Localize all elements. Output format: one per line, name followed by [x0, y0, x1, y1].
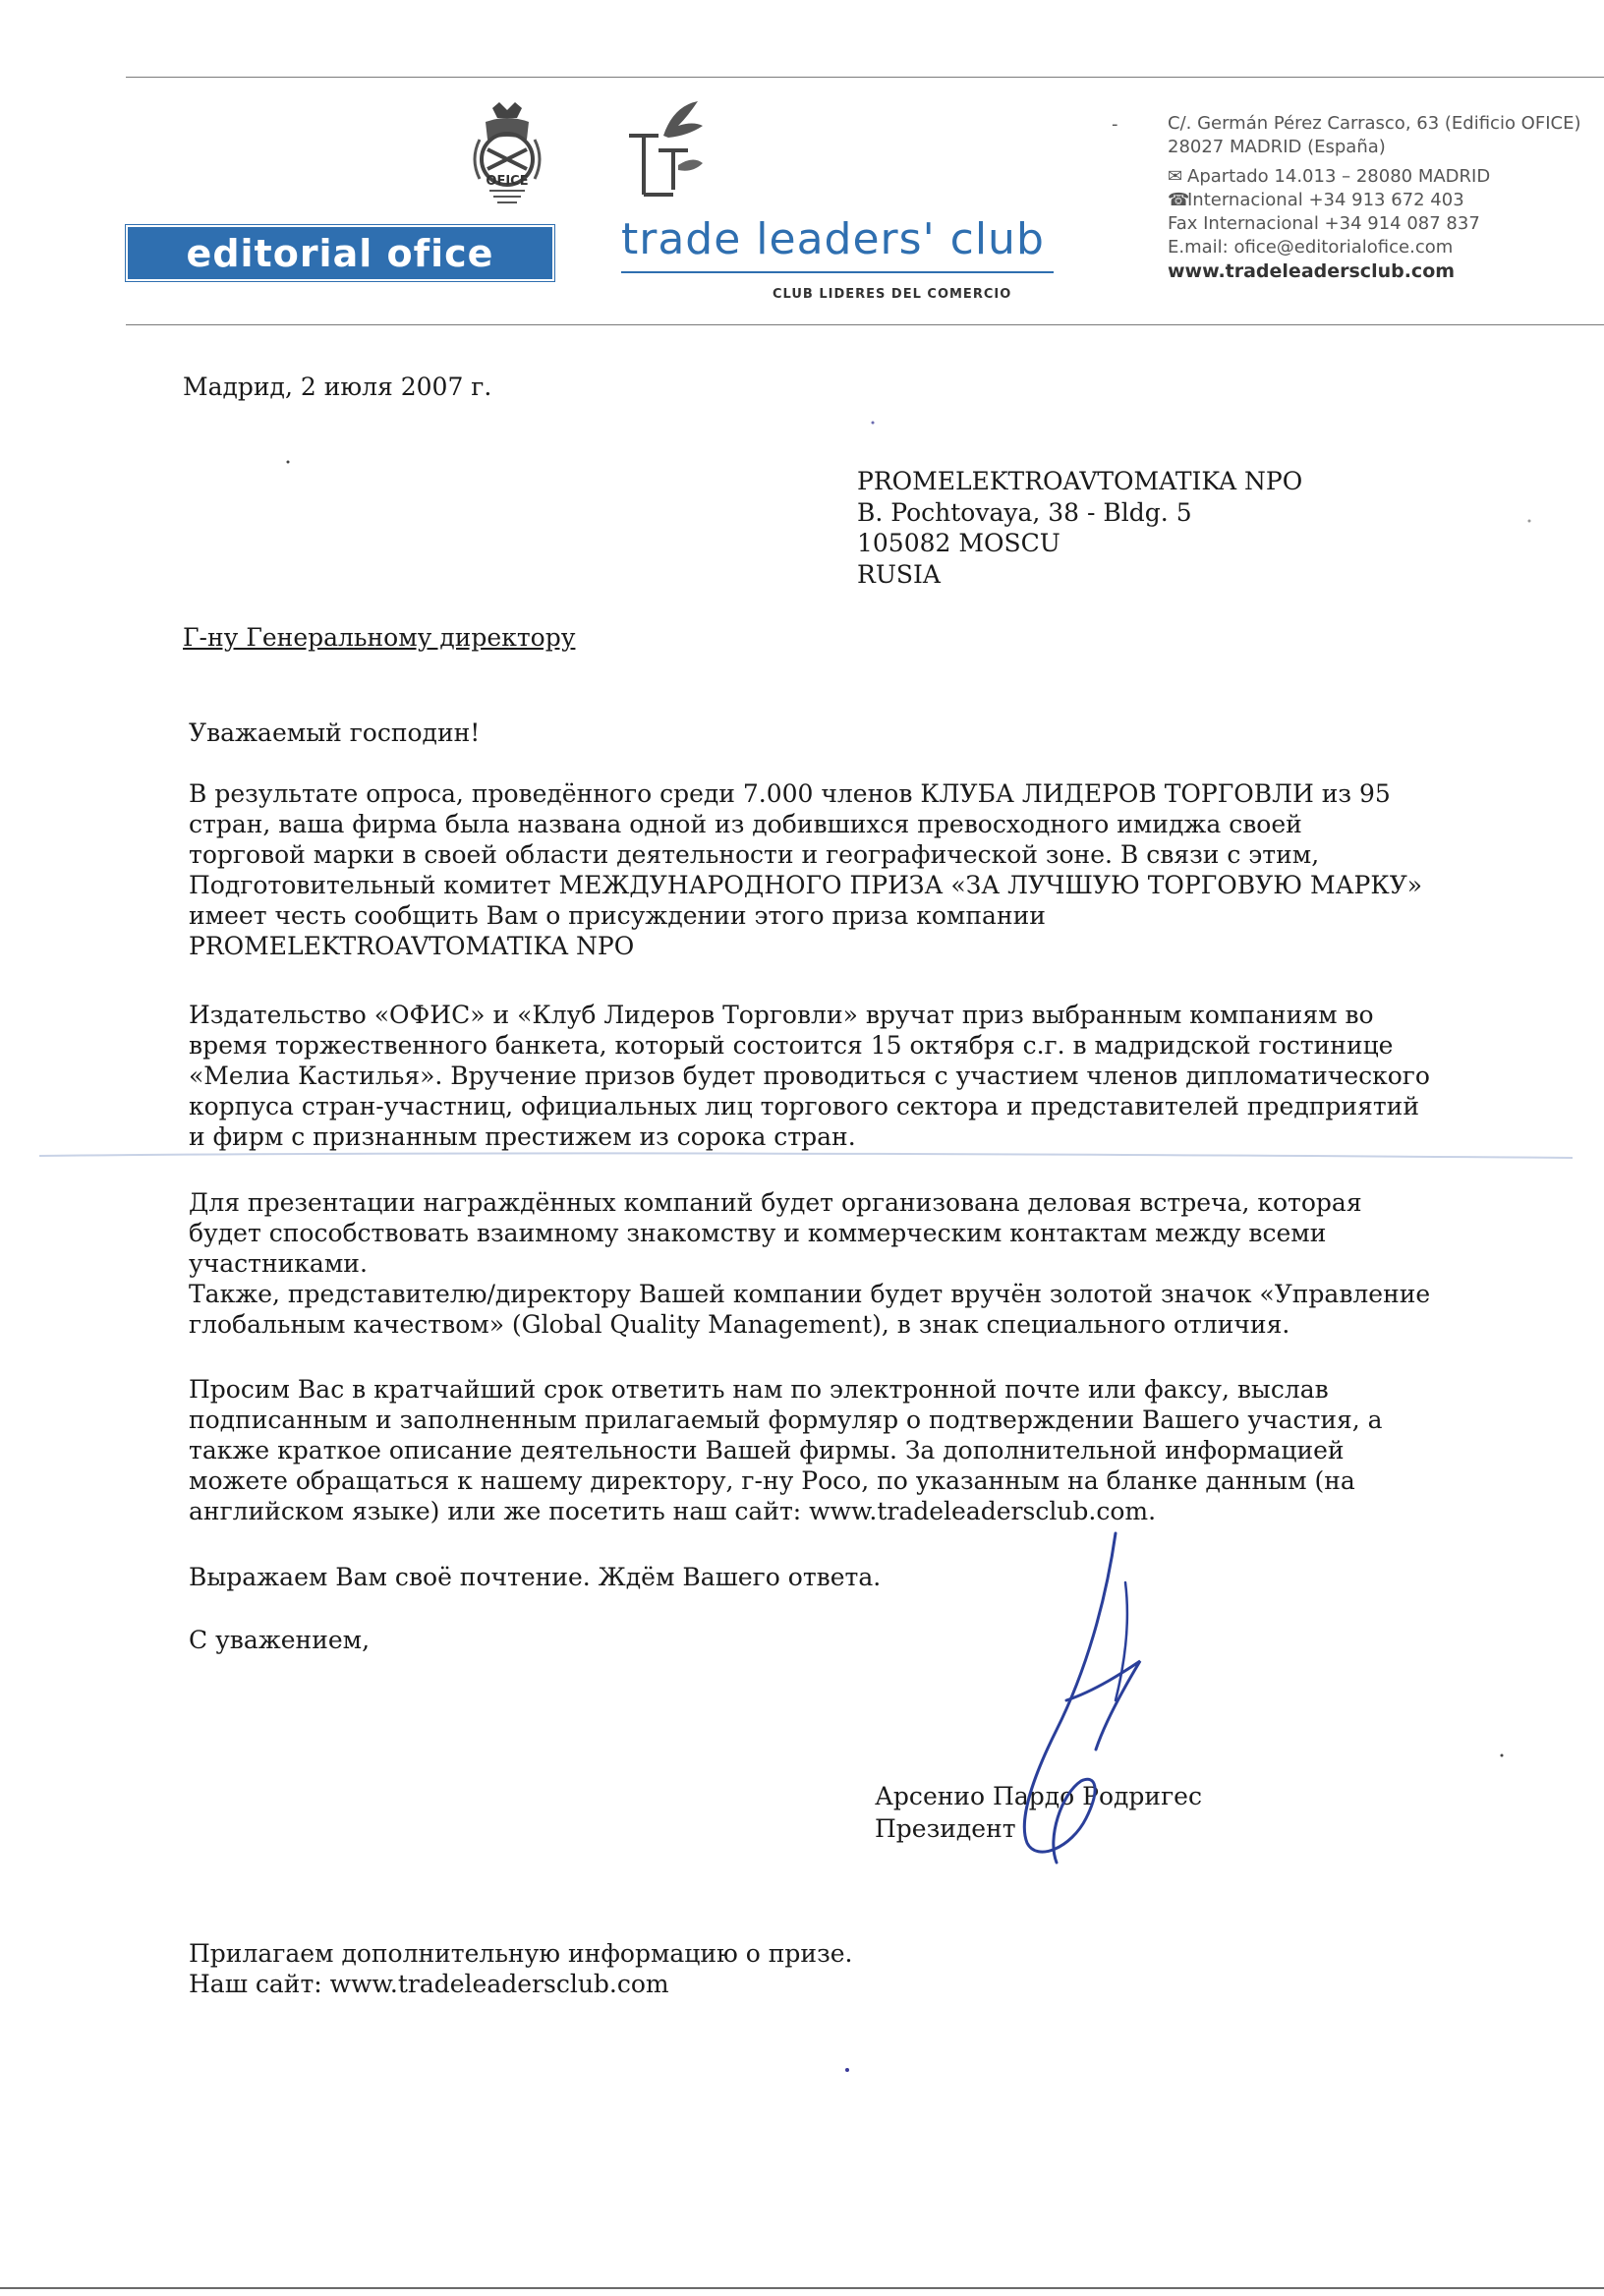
paragraph-line: Для презентации награждённых компаний будет организована деловая встреча, которая: [189, 1188, 1362, 1217]
editorial-ofice-logo-text: editorial ofice: [186, 231, 494, 275]
paragraph-line: Издательство «ОФИС» и «Клуб Лидеров Торговли» вручат приз выбранным компаниям во: [189, 1001, 1374, 1029]
paragraph-line: участниками.: [189, 1249, 368, 1278]
paragraph-line: В результате опроса, проведённого среди 7.000 членов КЛУБА ЛИДЕРОВ ТОРГОВЛИ из 95: [189, 779, 1391, 808]
paragraph-line: корпуса стран-участниц, официальных лиц торгового сектора и представителей предприятий: [189, 1092, 1419, 1120]
paragraph-line: Также, представителю/директору Вашей компании будет вручён золотой значок «Управление: [189, 1280, 1431, 1308]
postscript-line: Наш сайт: www.tradeleadersclub.com: [189, 1970, 669, 1998]
signer-title: Президент: [875, 1814, 1016, 1843]
greeting: Уважаемый господин!: [189, 718, 481, 747]
paragraph-line: подписанным и заполненным прилагаемый формуляр о подтверждении Вашего участия, а: [189, 1406, 1383, 1434]
paragraph-line: стран, ваша фирма была названа одной из добившихся превосходного имиджа своей: [189, 810, 1302, 838]
paragraph-line: глобальным качеством» (Global Quality Management), в знак специального отличия.: [189, 1310, 1290, 1339]
contact-postal: Apartado 14.013 – 28080 MADRID: [1187, 166, 1491, 187]
recipient-line: B. Pochtovaya, 38 - Bldg. 5: [857, 497, 1192, 527]
trade-leaders-club-logo: trade leaders' club: [621, 214, 1045, 264]
contact-dash: -: [1112, 114, 1118, 135]
recipient-line: RUSIA: [857, 559, 941, 589]
paragraph-line: имеет честь сообщить Вам о присуждении этого приза компании: [189, 901, 1046, 930]
tlc-subtitle: CLUB LIDERES DEL COMERCIO: [773, 287, 1012, 302]
paragraph-line: английском языке) или же посетить наш сайт: www.tradeleadersclub.com.: [189, 1497, 1157, 1525]
paragraph-line: также краткое описание деятельности Вашей фирмы. За дополнительной информацией: [189, 1436, 1345, 1464]
paragraph-line: время торжественного банкета, который состоится 15 октября с.г. в мадридской гостинице: [189, 1031, 1394, 1060]
recipient-line: PROMELEKTROAVTOMATIKA NPO: [857, 467, 1303, 495]
envelope-icon: ✉: [1168, 166, 1183, 187]
crest-label: OFICE: [486, 174, 529, 189]
contact-address-2: 28027 MADRID (España): [1168, 137, 1386, 157]
letter-date: Мадрид, 2 июля 2007 г.: [183, 373, 492, 401]
contact-phone: Internacional +34 913 672 403: [1187, 190, 1464, 210]
paragraph-line: PROMELEKTROAVTOMATIKA NPO: [189, 932, 635, 960]
paragraph-line: «Мелиа Кастилья». Вручение призов будет проводиться с участием членов дипломатического: [189, 1062, 1430, 1090]
paragraph-line: Просим Вас в кратчайший срок ответить нам по электронной почте или факсу, выслав: [189, 1375, 1329, 1404]
contact-address-1: C/. Germán Pérez Carrasco, 63 (Edificio OFICE): [1168, 113, 1581, 134]
contact-fax: Fax Internacional +34 914 087 837: [1168, 213, 1480, 234]
recipient-line: 105082 MOSCU: [857, 529, 1060, 557]
addressee-line: Г-ну Генеральному директору: [183, 623, 576, 652]
telephone-icon: ☎: [1168, 190, 1190, 210]
paragraph-line: можете обращаться к нашему директору, г-ну Росо, по указанным на бланке данным (на: [189, 1466, 1355, 1495]
closing-line: Выражаем Вам своё почтение. Ждём Вашего ответа.: [189, 1563, 882, 1591]
paragraph-line: Подготовительный комитет МЕЖДУНАРОДНОГО ПРИЗА «ЗА ЛУЧШУЮ ТОРГОВУЮ МАРКУ»: [189, 871, 1423, 899]
closing-salutation: С уважением,: [189, 1626, 371, 1654]
paragraph-line: будет способствовать взаимному знакомству и коммерческим контактам между всеми: [189, 1219, 1327, 1247]
paragraph-line: и фирм с признанным престижем из сорока стран.: [189, 1122, 856, 1151]
paragraph-line: торговой марки в своей области деятельности и географической зоне. В связи с этим,: [189, 840, 1320, 869]
signer-name: Арсенио Пардо Родригес: [875, 1782, 1202, 1810]
contact-email: E.mail: ofice@editorialofice.com: [1168, 237, 1454, 258]
contact-website: www.tradeleadersclub.com: [1168, 260, 1456, 282]
postscript-line: Прилагаем дополнительную информацию о призе.: [189, 1939, 853, 1968]
